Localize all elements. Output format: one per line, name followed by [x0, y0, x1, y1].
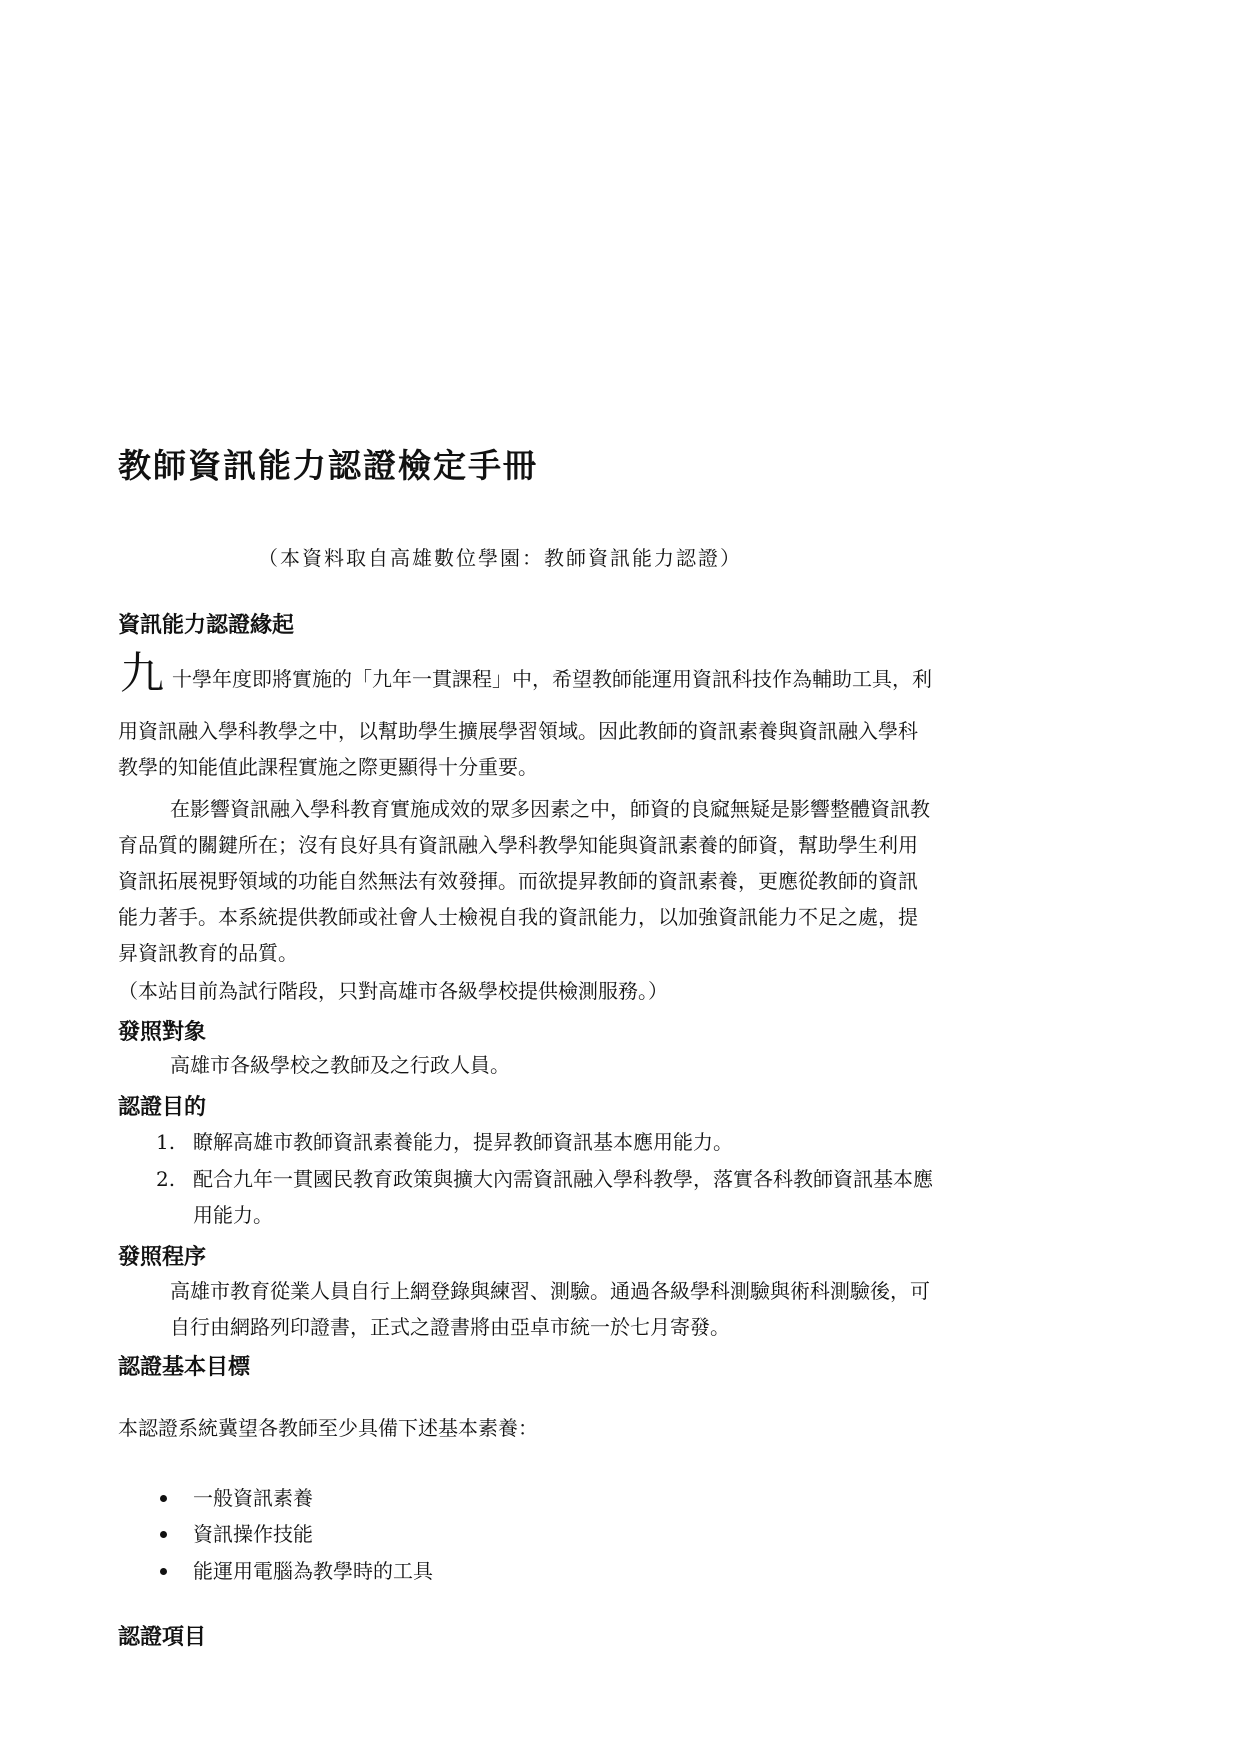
goals-intro: 本認證系統冀望各教師至少具備下述基本素養： — [118, 1416, 538, 1440]
trial-note: （本站目前為試行階段，只對高雄市各級學校提供檢測服務。） — [118, 979, 668, 1003]
para2-line2: 育品質的關鍵所在；沒有良好具有資訊融入學科教學知能與資訊素養的師資，幫助學生利用 — [118, 833, 918, 857]
bullet-icon — [160, 1531, 167, 1538]
heading-target: 發照對象 — [118, 1020, 207, 1045]
purpose-item-text-cont: 用能力。 — [193, 1203, 273, 1227]
para2-line4: 能力著手。本系統提供教師或社會人士檢視自我的資訊能力，以加強資訊能力不足之處，提 — [118, 905, 918, 929]
para1-line2: 用資訊融入學科教學之中，以幫助學生擴展學習領域。因此教師的資訊素養與資訊融入學科 — [118, 719, 918, 743]
para1-line1: 十學年度即將實施的「九年一貫課程」中，希望教師能運用資訊科技作為輔助工具，利 — [172, 667, 932, 691]
heading-procedure: 發照程序 — [118, 1245, 207, 1270]
source-note: （本資料取自高雄數位學園：教師資訊能力認證） — [258, 546, 742, 570]
para2-line1: 在影響資訊融入學科教育實施成效的眾多因素之中，師資的良窳無疑是影響整體資訊教 — [170, 797, 930, 821]
target-text: 高雄市各級學校之教師及之行政人員。 — [170, 1053, 510, 1077]
heading-items: 認證項目 — [118, 1625, 207, 1650]
para2-line5: 昇資訊教育的品質。 — [118, 941, 298, 965]
para2-line3: 資訊拓展視野領域的功能自然無法有效發揮。而欲提昇教師的資訊素養，更應從教師的資訊 — [118, 869, 918, 893]
purpose-item-text: 配合九年一貫國民教育政策與擴大內需資訊融入學科教學，落實各科教師資訊基本應 — [193, 1167, 933, 1191]
bullet-icon — [160, 1568, 167, 1575]
heading-purpose: 認證目的 — [118, 1095, 207, 1120]
heading-origin: 資訊能力認證緣起 — [118, 613, 295, 638]
heading-goals: 認證基本目標 — [118, 1355, 251, 1380]
purpose-item-number: 1. — [156, 1130, 176, 1154]
purpose-item-number: 2. — [156, 1167, 176, 1191]
goal-bullet-item: 資訊操作技能 — [193, 1522, 313, 1546]
bullet-icon — [160, 1495, 167, 1502]
procedure-line2: 自行由網路列印證書，正式之證書將由亞卓市統一於七月寄發。 — [170, 1315, 730, 1339]
goal-bullet-item: 一般資訊素養 — [193, 1486, 313, 1510]
goal-bullet-item: 能運用電腦為教學時的工具 — [193, 1559, 433, 1583]
dropcap: 九 — [120, 648, 164, 699]
document-title: 教師資訊能力認證檢定手冊 — [118, 446, 538, 485]
procedure-line1: 高雄市教育從業人員自行上網登錄與練習、測驗。通過各級學科測驗與術科測驗後，可 — [170, 1279, 930, 1303]
purpose-item-text: 瞭解高雄市教師資訊素養能力，提昇教師資訊基本應用能力。 — [193, 1130, 733, 1154]
para1-line3: 教學的知能值此課程實施之際更顯得十分重要。 — [118, 755, 538, 779]
